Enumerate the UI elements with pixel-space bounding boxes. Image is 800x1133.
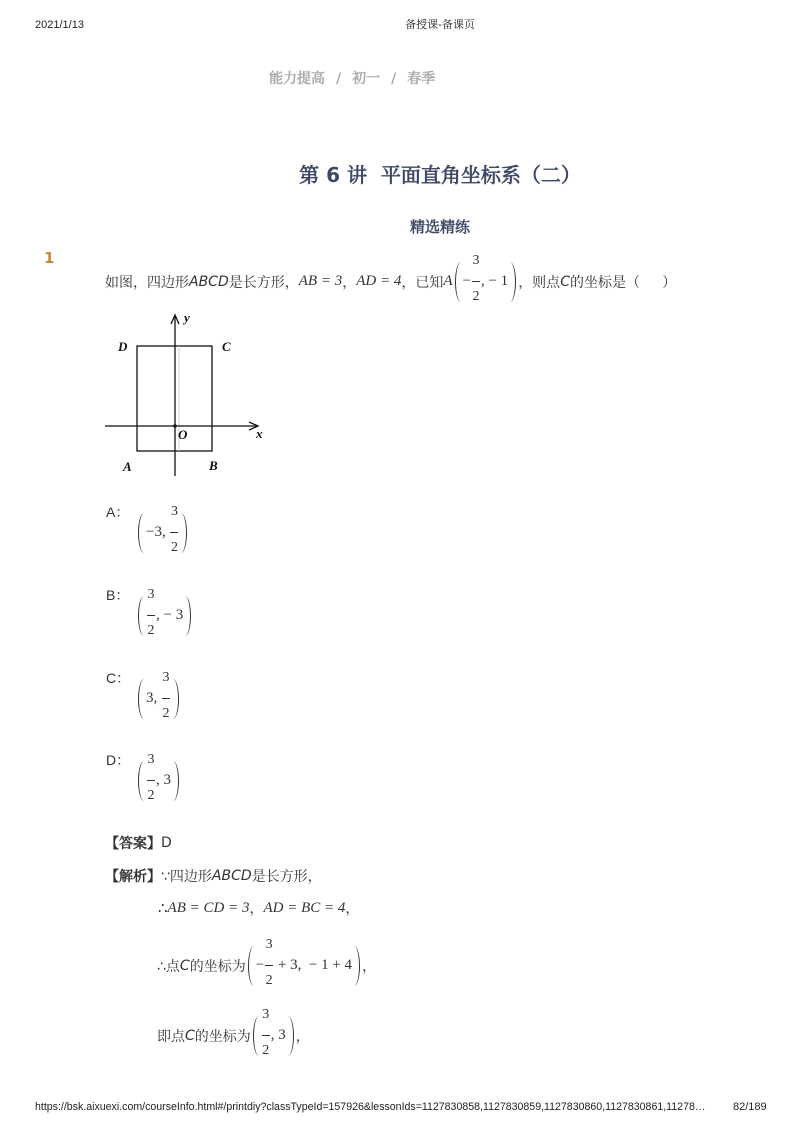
print-url: https://bsk.aixuexi.com/courseInfo.html#/printdiy?classTypeId=157926&lessonIds=1127830858,1127830859,1127830860,1127830861,11278… xyxy=(35,1101,706,1113)
answer-line xyxy=(105,835,172,851)
right-paren xyxy=(181,513,187,553)
analysis-text: ∴点 xyxy=(157,958,180,975)
breadcrumb-item-grade: 初一 xyxy=(352,71,381,87)
label-x-axis: x xyxy=(256,426,263,441)
coordinate-y: , 3 xyxy=(270,1027,286,1043)
coordinate-x: 3, xyxy=(146,690,161,706)
denominator: 2 xyxy=(147,788,155,803)
label-d: D xyxy=(118,339,128,354)
point-c-name: C xyxy=(185,1027,195,1044)
fraction-bar xyxy=(162,698,170,699)
equation-ab-cd: AB = CD = 3 xyxy=(167,899,250,916)
option-label: B： xyxy=(106,587,130,603)
print-page-title: 备授课-备课页 xyxy=(405,19,475,31)
numerator: 3 xyxy=(162,670,170,685)
numerator: 3 xyxy=(262,1007,270,1022)
left-paren xyxy=(455,262,461,302)
right-paren xyxy=(173,679,179,719)
numerator: 3 xyxy=(472,253,480,268)
breadcrumb-item-term: 春季 xyxy=(407,71,436,87)
label-origin: O xyxy=(178,427,188,442)
fraction xyxy=(265,938,273,993)
minus-sign: − xyxy=(462,273,471,289)
equation-ad: AD = 4 xyxy=(356,273,402,289)
fraction xyxy=(147,588,155,643)
option-label: D： xyxy=(106,752,131,768)
left-paren xyxy=(138,513,144,553)
right-paren xyxy=(354,946,360,986)
label-c: C xyxy=(222,339,231,354)
coordinate-y: , − 3 xyxy=(156,607,184,623)
point-a-name: A xyxy=(443,273,453,289)
option-label: A： xyxy=(106,504,130,520)
fraction-bar xyxy=(147,780,155,781)
print-page-number: 82/189 xyxy=(733,1101,767,1113)
fraction xyxy=(472,254,480,309)
point-c-name: C xyxy=(560,273,570,290)
point-c-result xyxy=(251,1008,296,1063)
shape-name: ABCD xyxy=(189,273,229,290)
lecture-title: 第 6 讲 平面直角坐标系（二） xyxy=(299,163,581,187)
stem-text: 如图，四边形 xyxy=(105,274,189,291)
option-expression xyxy=(136,505,189,560)
coordinate-y: , 3 xyxy=(156,772,171,788)
option-d xyxy=(106,753,181,808)
fraction xyxy=(147,753,155,808)
answer-label: 【答案】 xyxy=(105,836,161,852)
fraction-bar xyxy=(147,615,155,616)
stem-text: ，则点 xyxy=(518,274,561,291)
analysis-text: 的坐标为 xyxy=(194,1028,251,1045)
denominator: 2 xyxy=(472,289,480,304)
denominator: 2 xyxy=(265,973,273,988)
denominator: 2 xyxy=(147,623,155,638)
right-paren xyxy=(510,262,516,302)
breadcrumb-item-level: 能力提高 xyxy=(269,71,325,87)
coordinate-x: −3, xyxy=(146,524,170,540)
option-expression xyxy=(136,671,181,726)
left-paren xyxy=(248,946,254,986)
analysis-text: 即点 xyxy=(157,1028,185,1045)
numerator: 3 xyxy=(265,937,273,952)
option-c xyxy=(106,671,181,726)
therefore-symbol: ∴ xyxy=(158,900,168,917)
left-paren xyxy=(253,1016,259,1056)
breadcrumb-separator: / xyxy=(391,71,397,87)
fraction-bar xyxy=(265,965,273,966)
denominator: 2 xyxy=(162,706,170,721)
analysis-text: 的坐标为 xyxy=(189,958,246,975)
left-paren xyxy=(138,596,144,636)
expression-rest: + 3, − 1 + 4 xyxy=(274,957,353,973)
right-paren xyxy=(288,1016,294,1056)
analysis-label: 【解析】 xyxy=(105,869,161,885)
shape-name: ABCD xyxy=(211,868,252,884)
numerator: 3 xyxy=(147,587,155,602)
point-c-expression xyxy=(246,938,362,993)
denominator: 2 xyxy=(170,540,178,555)
label-y-axis: y xyxy=(184,310,190,325)
numerator: 3 xyxy=(170,504,178,519)
print-date: 2021/1/13 xyxy=(35,19,84,31)
option-a xyxy=(106,505,189,560)
equation-ad-bc: AD = BC = 4 xyxy=(263,899,346,916)
question-number: 1 xyxy=(44,249,55,267)
label-b: B xyxy=(209,458,218,473)
origin-point xyxy=(173,424,177,428)
stem-comma: ， xyxy=(342,274,357,291)
stem-text: ，已知 xyxy=(401,274,444,291)
stem-text: 是长方形， xyxy=(228,274,299,291)
breadcrumb xyxy=(269,71,435,87)
minus-sign: − xyxy=(255,957,265,973)
option-expression xyxy=(136,753,181,808)
equation-ab: AB = 3 xyxy=(298,273,343,289)
analysis-text: 是长方形， xyxy=(251,869,322,885)
answer-value: D xyxy=(161,835,172,851)
stem-text: 的坐标是（ ） xyxy=(569,274,677,291)
analysis-line-2 xyxy=(158,900,359,916)
coordinate-figure xyxy=(100,308,270,483)
label-a: A xyxy=(123,459,132,474)
option-expression xyxy=(136,588,193,643)
breadcrumb-separator: / xyxy=(336,71,342,87)
question-stem xyxy=(105,254,676,309)
fraction xyxy=(262,1008,270,1063)
analysis-comma: ， xyxy=(295,1028,310,1045)
fraction xyxy=(162,671,170,726)
analysis-comma: ， xyxy=(362,958,377,975)
option-b xyxy=(106,588,193,643)
point-a-coordinates xyxy=(453,254,519,309)
analysis-line-3 xyxy=(157,938,376,993)
fraction-bar xyxy=(170,532,178,533)
denominator: 2 xyxy=(262,1043,270,1058)
left-paren xyxy=(138,679,144,719)
numerator: 3 xyxy=(147,752,155,767)
point-c-name: C xyxy=(179,957,190,974)
right-paren xyxy=(185,596,191,636)
analysis-line-4 xyxy=(157,1008,310,1063)
left-paren xyxy=(138,761,144,801)
analysis-comma: ， xyxy=(249,901,264,917)
section-title: 精选精练 xyxy=(409,218,470,236)
fraction-bar xyxy=(472,281,480,282)
analysis-text: ∵四边形 xyxy=(161,869,212,885)
analysis-comma: ， xyxy=(345,901,360,917)
option-label: C： xyxy=(106,670,131,686)
coordinate-y: , − 1 xyxy=(480,273,509,289)
fraction xyxy=(170,505,178,560)
analysis-line-1 xyxy=(105,868,322,884)
fraction-bar xyxy=(262,1035,270,1036)
right-paren xyxy=(173,761,179,801)
